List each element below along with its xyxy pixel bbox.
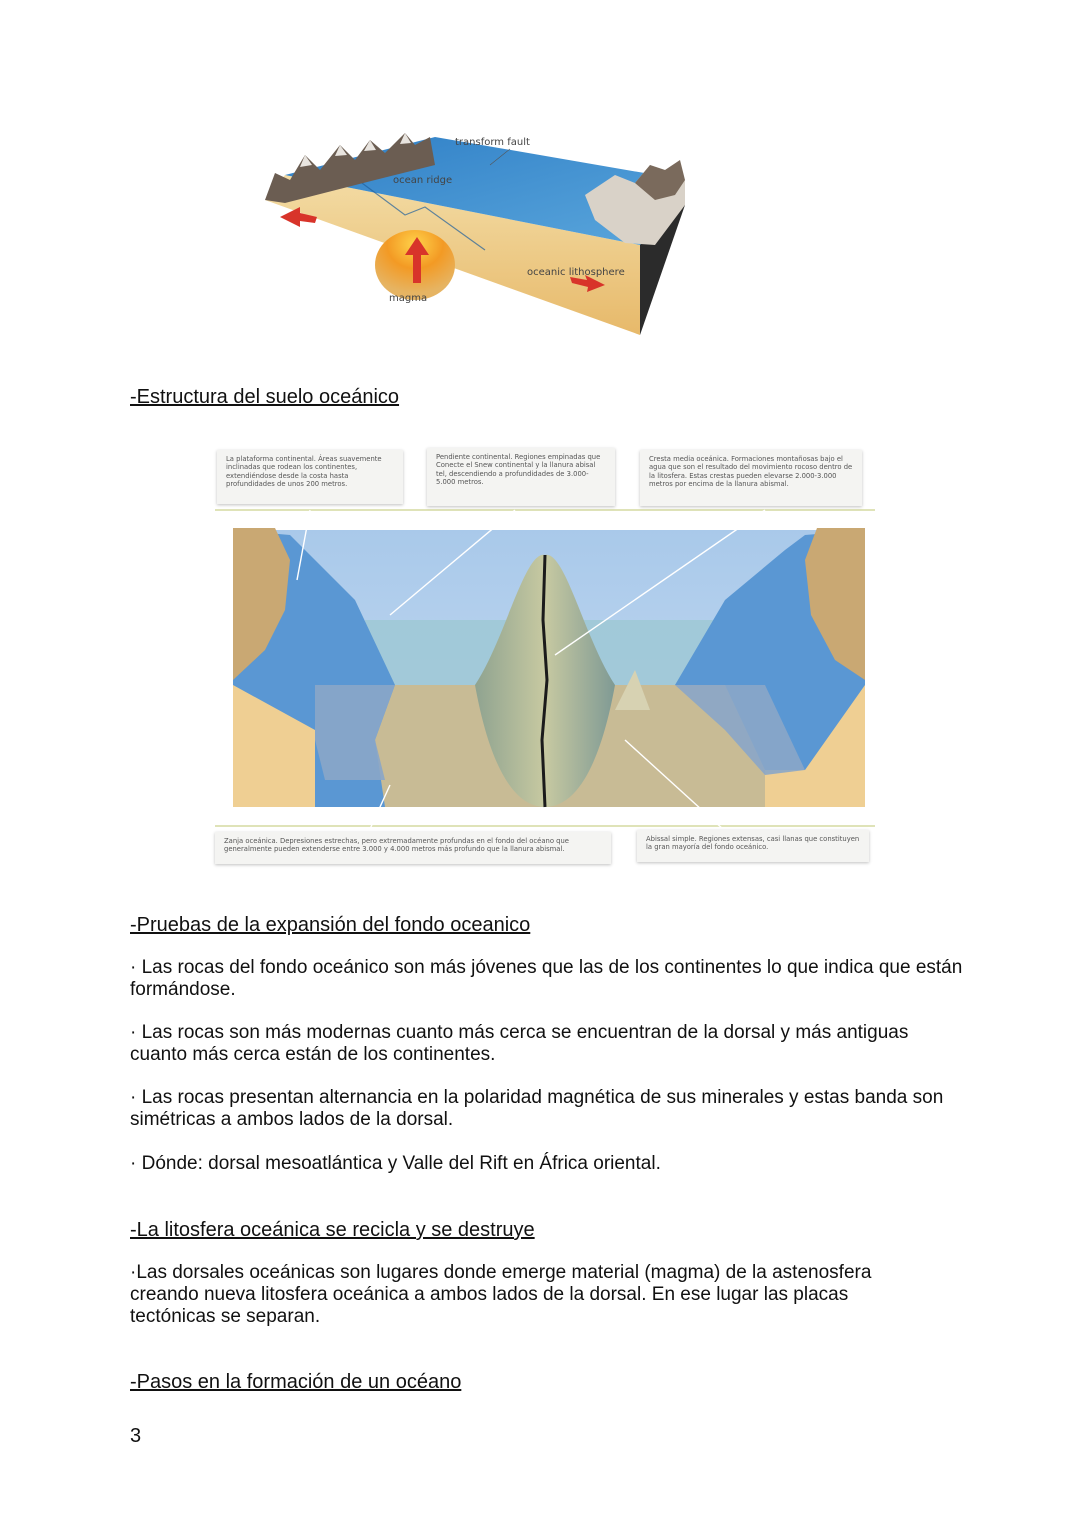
label-magma: magma	[389, 293, 428, 304]
ocean-ridge-figure	[255, 125, 695, 345]
litosfera-paragraph: ·Las dorsales oceánicas son lugares donde emerge material (magma) de la astenosfera creando nueva litosfera oceánica a ambos lados de la dorsal. En ese lugar las placas tectónicas se separan.	[130, 1262, 872, 1327]
pruebas-item-2: · Las rocas son más modernas cuanto más cerca se encuentran de la dorsal y más antiguas cuanto más cerca están de los continentes.	[130, 1022, 909, 1065]
label-transform-fault: transform fault	[455, 137, 530, 148]
section-heading-pasos: -Pasos en la formación de un océano	[130, 1371, 462, 1393]
ocean-floor-figure	[205, 440, 885, 885]
callout-zanja-oceanica: Zanja oceánica. Depresiones estrechas, pero extremadamente profundas en el fondo del océano que generalmente pueden extenderse entre 3.000 y 4.000 metros más profundo que la llanura abismal.	[215, 832, 611, 864]
callout-abisal: Abissal simple. Regiones extensas, casi llanas que constituyen la gran mayoría del fondo oceánico.	[637, 830, 869, 862]
section-heading-litosfera: -La litosfera oceánica se recicla y se destruye	[130, 1219, 535, 1241]
callout-pendiente-continental: Pendiente continental. Regiones empinadas que Conecte el Snew continental y la llanura abisal tel, descendiendo a profundidades de 3.000-5.000 metros.	[427, 448, 615, 506]
page-number: 3	[130, 1425, 142, 1447]
callout-plataforma-continental: La plataforma continental. Áreas suavemente inclinadas que rodean los continentes, extendiéndose desde la costa hasta profundidades de unos 200 metros.	[217, 450, 403, 504]
label-ocean-ridge: ocean ridge	[393, 175, 453, 186]
pruebas-item-4: · Dónde: dorsal mesoatlántica y Valle del Rift en África oriental.	[130, 1153, 661, 1174]
section-heading-pruebas: -Pruebas de la expansión del fondo oceanico	[130, 914, 531, 936]
ocean-floor-diagram	[205, 440, 885, 885]
ocean-ridge-diagram	[255, 125, 695, 345]
pruebas-item-1: · Las rocas del fondo oceánico son más jóvenes que las de los continentes lo que indica que están formándose.	[130, 957, 963, 1000]
pruebas-item-3: · Las rocas presentan alternancia en la polaridad magnética de sus minerales y estas banda son simétricas a ambos lados de la dorsal.	[130, 1087, 944, 1130]
callout-cresta-media-oceanica: Cresta media oceánica. Formaciones montañosas bajo el agua que son el resultado del movimiento rocoso dentro de la litosfera. Estas crestas pueden elevarse 2.000-3.000 metros por encima de la llanura abismal.	[640, 450, 862, 506]
section-heading-estructura: -Estructura del suelo oceánico	[130, 386, 400, 408]
label-oceanic-lithosphere: oceanic lithosphere	[527, 267, 625, 278]
